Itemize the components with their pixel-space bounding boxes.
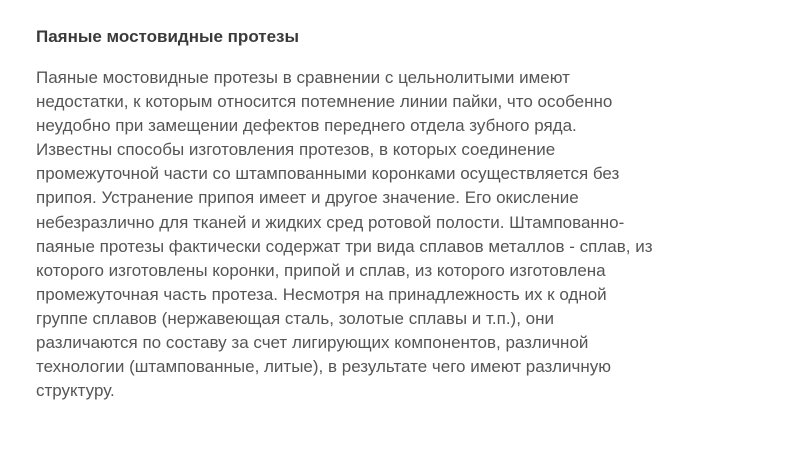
body-line: неудобно при замещении дефектов переднего отдела зубного ряда. bbox=[36, 116, 577, 136]
body-line: технологии (штампованные, литые), в результате чего имеют различную bbox=[36, 357, 611, 377]
slide-body-text bbox=[36, 66, 764, 403]
body-line: небезразлично для тканей и жидких сред ротовой полости. Штампованно- bbox=[36, 212, 625, 232]
body-line: промежуточной части со штампованными коронками осуществляется без bbox=[36, 164, 620, 184]
body-line: припоя. Устранение припоя имеет и другое значение. Его окисление bbox=[36, 188, 579, 208]
body-line: различаются по составу за счет лигирующих компонентов, различной bbox=[36, 333, 589, 353]
body-line: Паяные мостовидные протезы в сравнении с цельнолитыми имеют bbox=[36, 68, 570, 87]
body-line: структуру. bbox=[36, 381, 115, 401]
body-line: которого изготовлены коронки, припой и сплав, из которого изготовлена bbox=[36, 260, 606, 280]
body-line: промежуточная часть протеза. Несмотря на принадлежность их к одной bbox=[36, 284, 607, 304]
body-line: Известны способы изготовления протезов, в которых соединение bbox=[36, 140, 556, 160]
body-line: недостатки, к которым относится потемнение линии пайки, что особенно bbox=[36, 92, 613, 112]
body-line: группе сплавов (нержавеющая сталь, золотые сплавы и т.п.), они bbox=[36, 308, 554, 328]
slide-title: Паяные мостовидные протезы bbox=[36, 27, 300, 46]
body-line: паяные протезы фактически содержат три вида сплавов металлов - сплав, из bbox=[36, 236, 653, 256]
